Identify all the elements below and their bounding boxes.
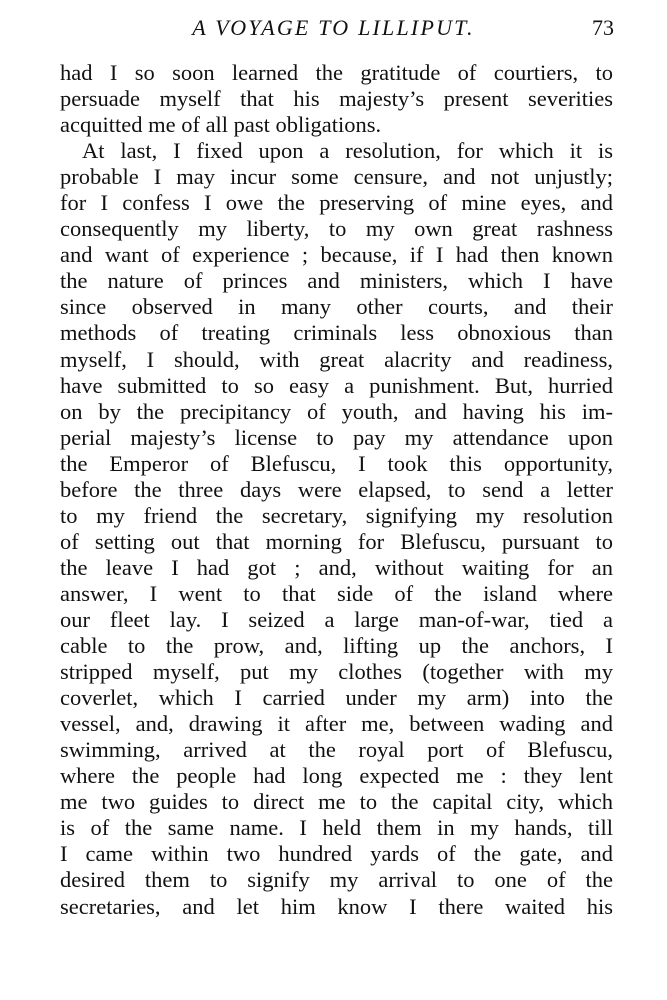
text-line: have submitted to so easy a punishment. But, hurried — [60, 372, 613, 398]
text-line: and want of experience ; because, if I had then known — [60, 242, 613, 268]
text-line: had I so soon learned the gratitude of courtiers, to — [60, 60, 613, 85]
text-line: persuade myself that his majesty’s present severities — [60, 86, 613, 112]
text-line: is of the same name. I held them in my hands, till — [60, 815, 613, 841]
text-line: the leave I had got ; and, without waiting for an — [60, 554, 613, 580]
text-line: perial majesty’s license to pay my attendance upon — [60, 424, 613, 450]
page-number: 73 — [592, 15, 614, 40]
text-line: desired them to signify my arrival to one of the — [60, 867, 613, 893]
text-line: cable to the prow, and, lifting up the anchors, I — [60, 633, 613, 659]
running-head — [0, 10, 667, 44]
text-line: since observed in many other courts, and their — [60, 294, 613, 320]
text-line: on by the precipitancy of youth, and having his im- — [60, 398, 613, 424]
text-line: probable I may incur some censure, and not unjustly; — [60, 164, 613, 190]
text-line: stripped myself, put my clothes (together with my — [60, 659, 613, 685]
text-line: our fleet lay. I seized a large man-of-war, tied a — [60, 606, 613, 632]
text-line: coverlet, which I carried under my arm) into the — [60, 685, 613, 711]
text-line: myself, I should, with great alacrity and readiness, — [60, 346, 613, 372]
text-line: consequently my liberty, to my own great rashness — [60, 216, 613, 242]
text-line: to my friend the secretary, signifying my resolution — [60, 502, 613, 528]
text-line: before the three days were elapsed, to send a letter — [60, 476, 613, 502]
text-line: I came within two hundred yards of the gate, and — [60, 841, 613, 867]
text-line: acquitted me of all past obligations. — [60, 112, 382, 138]
text-line: answer, I went to that side of the island where — [60, 580, 613, 606]
text-line: where the people had long expected me : they lent — [60, 763, 613, 789]
text-line: vessel, and, drawing it after me, between wading and — [60, 711, 613, 737]
text-line: methods of treating criminals less obnoxious than — [60, 320, 613, 346]
text-line: secretaries, and let him know I there waited his — [60, 893, 613, 919]
text-line: the Emperor of Blefuscu, I took this opportunity, — [60, 450, 613, 476]
text-line: the nature of princes and ministers, which I have — [60, 268, 613, 294]
text-line: swimming, arrived at the royal port of Blefuscu, — [60, 737, 613, 763]
body-text — [60, 60, 613, 920]
text-line: me two guides to direct me to the capital city, which — [60, 789, 613, 815]
running-title: A VOYAGE TO LILLIPUT. — [192, 15, 475, 40]
text-line: for I confess I owe the preserving of mine eyes, and — [60, 190, 613, 216]
text-line: of setting out that morning for Blefuscu, pursuant to — [60, 528, 613, 554]
text-line: At last, I fixed upon a resolution, for which it is — [82, 138, 613, 164]
